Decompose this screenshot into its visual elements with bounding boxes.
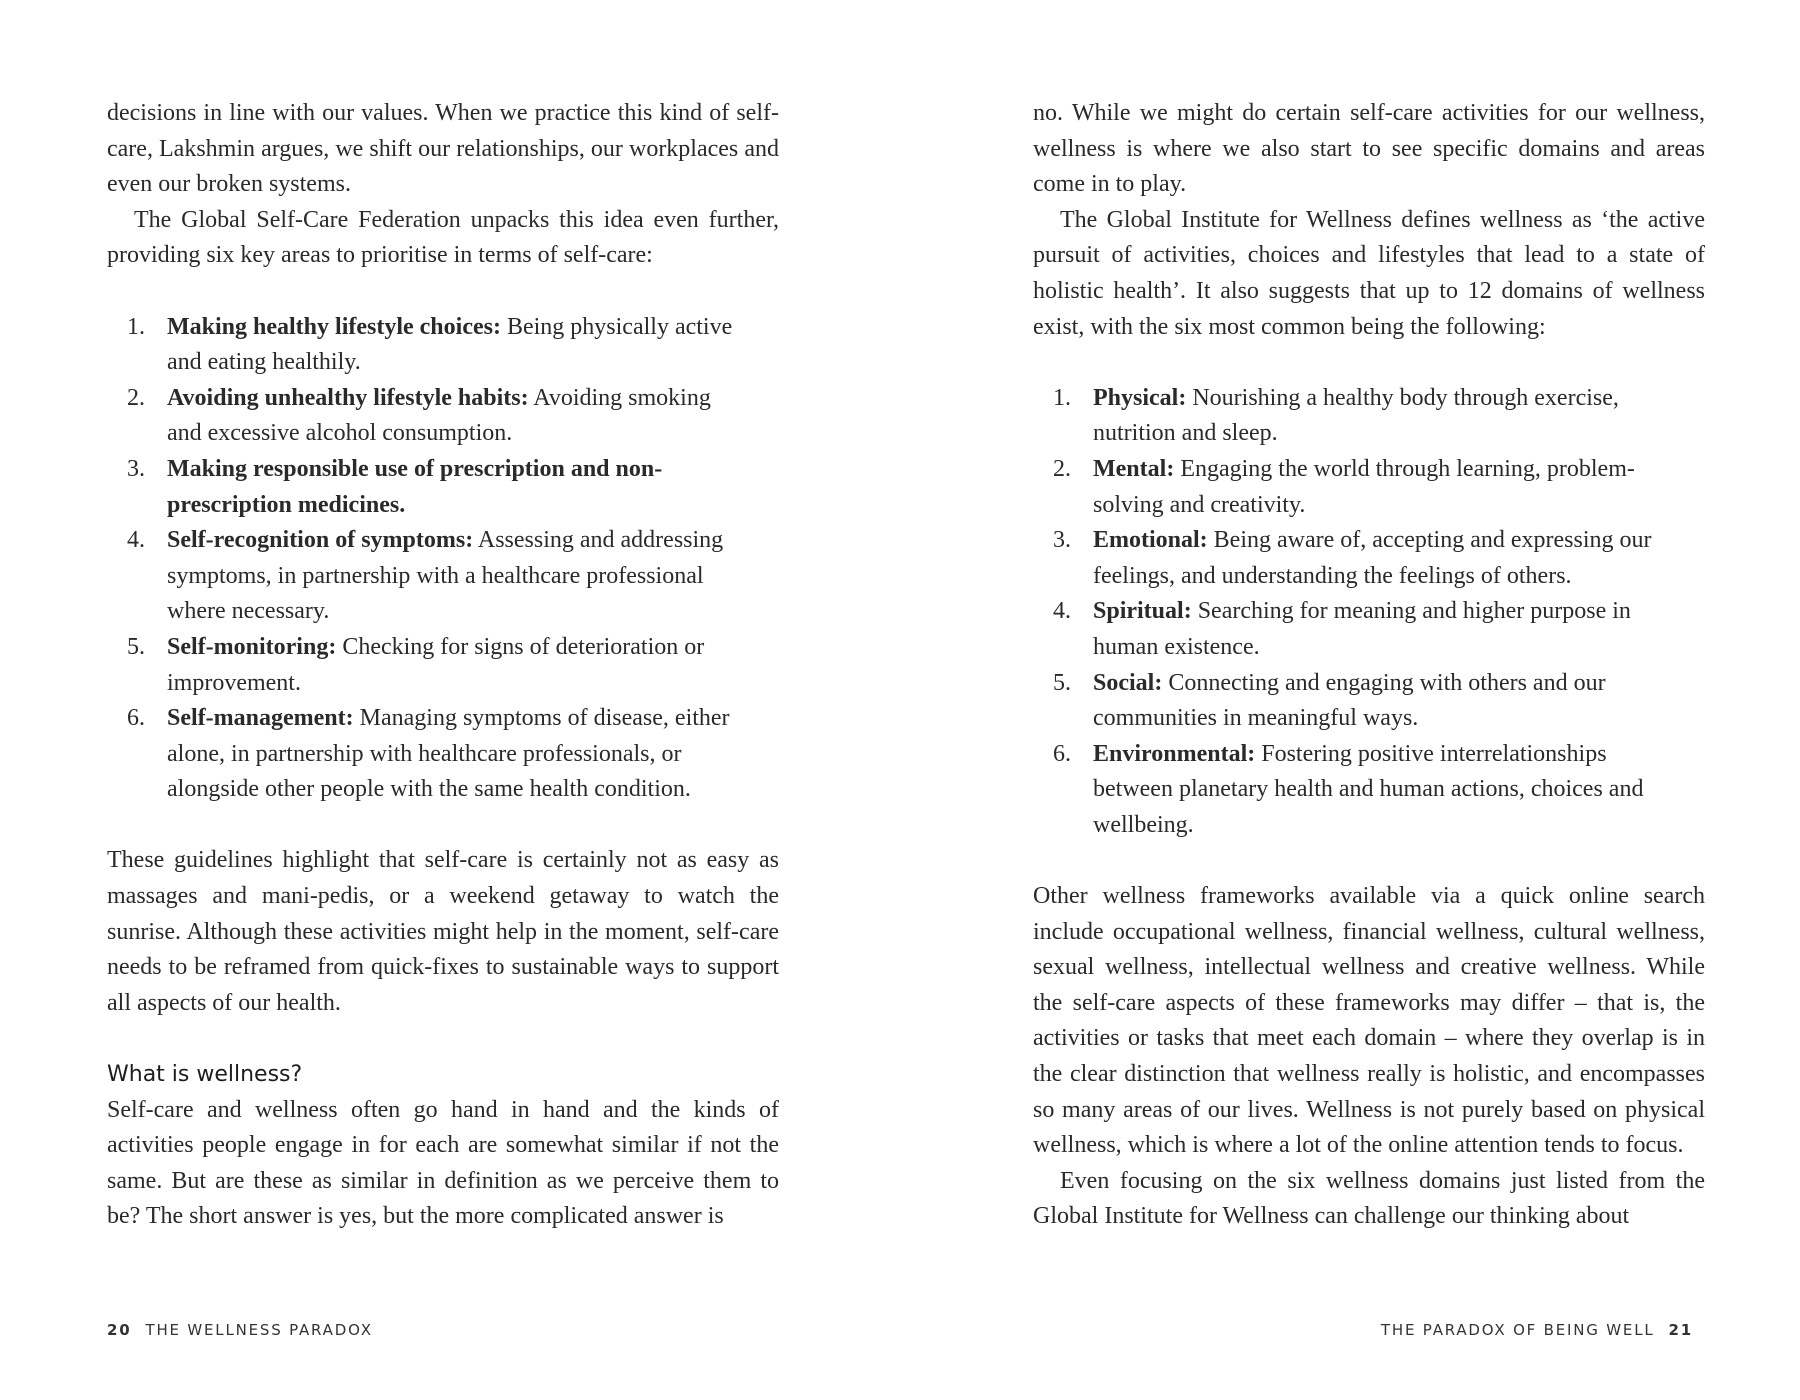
right-page-footer [1381,1321,1693,1339]
list-item-text: Connecting and engaging with others and our communities in meaningful ways. [1093,669,1606,732]
list-item-number: 6. [1053,740,1071,767]
list-item-text: Managing symptoms of disease, either alone, in partnership with healthcare professionals, or alongside other people with the same health condition. [167,705,730,803]
list-item-text: Being aware of, accepting and expressing our feelings, and understanding the feelings of others. [1093,527,1652,589]
list-item-text: Nourishing a healthy body through exercise, nutrition and sleep. [1093,384,1619,447]
list-item-term: Self-monitoring: [167,633,337,660]
list-item [107,701,737,808]
list-item-number: 3. [1053,527,1071,554]
list-item-term: Self-recognition of symptoms: [167,527,474,554]
list-item [1033,381,1663,452]
list-item-number: 1. [127,313,145,340]
page-number: 21 [1668,1321,1693,1339]
running-title: THE PARADOX OF BEING WELL [1380,1321,1655,1339]
left-paragraph-2: The Global Self-Care Federation unpacks this idea even further, providing six key areas to prioritise in terms of self-care: [107,206,779,269]
list-item-text: Being physically active and eating healthily. [167,313,733,376]
section-heading: What is wellness? [107,1062,303,1088]
list-item-number: 2. [127,384,145,411]
list-item-text: Avoiding smoking and excessive alcohol consumption. [167,384,711,447]
right-paragraph-1: no. While we might do certain self-care activities for our wellness, wellness is where we also start to see specific domains and areas come in to play. [1033,100,1705,198]
list-item-term: Self-management: [167,705,354,732]
list-item-text: Checking for signs of deterioration or improvement. [167,633,705,696]
list-item-term: Making healthy lifestyle choices: [167,313,501,340]
list-item-term: Avoiding unhealthy lifestyle habits: [167,384,529,411]
left-paragraph-4: Self-care and wellness often go hand in hand and the kinds of activities people engage in for each are somewhat similar if not the same. But are these as similar in definition as we perceive them to be? The short answer is yes, but the more complicated answer is [107,1096,779,1230]
self-care-areas-list [107,310,779,808]
list-item [107,310,737,381]
wellness-domains-list [1033,381,1705,844]
list-item [1033,666,1663,737]
list-item [107,523,737,630]
list-item-term: Making responsible use of prescription and non-prescription medicines. [167,455,663,518]
list-item-text: Fostering positive interrelationships between planetary health and human actions, choices and wellbeing. [1093,740,1644,838]
list-item-term: Physical: [1093,384,1187,411]
list-item-number: 4. [127,527,145,554]
left-paragraph-1: decisions in line with our values. When we practice this kind of self-care, Lakshmin argues, we shift our relationships, our workplaces and even our broken systems. [107,100,779,198]
list-item-number: 1. [1053,384,1071,411]
list-item [1033,452,1663,523]
right-paragraph-4: Even focusing on the six wellness domains just listed from the Global Institute for Wellness can challenge our thinking about [1033,1167,1705,1230]
list-item [107,381,737,452]
left-paragraph-3: These guidelines highlight that self-care is certainly not as easy as massages and mani-pedis, or a weekend getaway to watch the sunrise. Although these activities might help in the moment, self-care needs to be reframed from quick-fixes to sustainable ways to support all aspects of our health. [107,847,779,1016]
list-item [1033,737,1663,844]
list-item-text: Engaging the world through learning, problem-solving and creativity. [1093,455,1635,518]
list-item-number: 2. [1053,455,1071,482]
right-paragraph-2: The Global Institute for Wellness defines wellness as ‘the active pursuit of activities, choices and lifestyles that lead to a state of holistic health’. It also suggests that up to 12 domains of wellness exist, with the six most common being the following: [1033,206,1705,340]
list-item [1033,523,1663,594]
list-item-number: 6. [127,705,145,732]
list-item-term: Social: [1093,669,1163,696]
list-item-term: Spiritual: [1093,598,1192,625]
right-paragraph-3: Other wellness frameworks available via a quick online search include occupational wellness, financial wellness, cultural wellness, sexual wellness, intellectual wellness and creative wellness. While the self-care aspects of these frameworks may differ – that is, the activities or tasks that meet each domain – where they overlap is in the clear distinction that wellness really is holistic, and encompasses so many areas of our lives. Wellness is not purely based on physical wellness, which is where a lot of the online attention tends to focus. [1033,883,1705,1159]
list-item-term: Environmental: [1093,740,1256,767]
list-item-text: Assessing and addressing symptoms, in partnership with a healthcare professional where necessary. [167,527,724,625]
list-item-term: Mental: [1093,455,1175,482]
running-title: THE WELLNESS PARADOX [145,1321,373,1339]
list-item [107,452,737,523]
list-item [107,630,737,701]
list-item-number: 3. [127,455,145,482]
list-item-text: Searching for meaning and higher purpose in human existence. [1093,598,1631,660]
list-item-number: 5. [127,633,145,660]
list-item-number: 5. [1053,669,1071,696]
left-page-footer [107,1321,373,1339]
page-number: 20 [107,1321,132,1339]
list-item-number: 4. [1053,598,1071,625]
right-page-body [1033,96,1705,1235]
list-item-term: Emotional: [1093,527,1208,554]
left-page-body [107,96,779,1235]
list-item [1033,594,1663,665]
right-page [900,0,1800,1400]
